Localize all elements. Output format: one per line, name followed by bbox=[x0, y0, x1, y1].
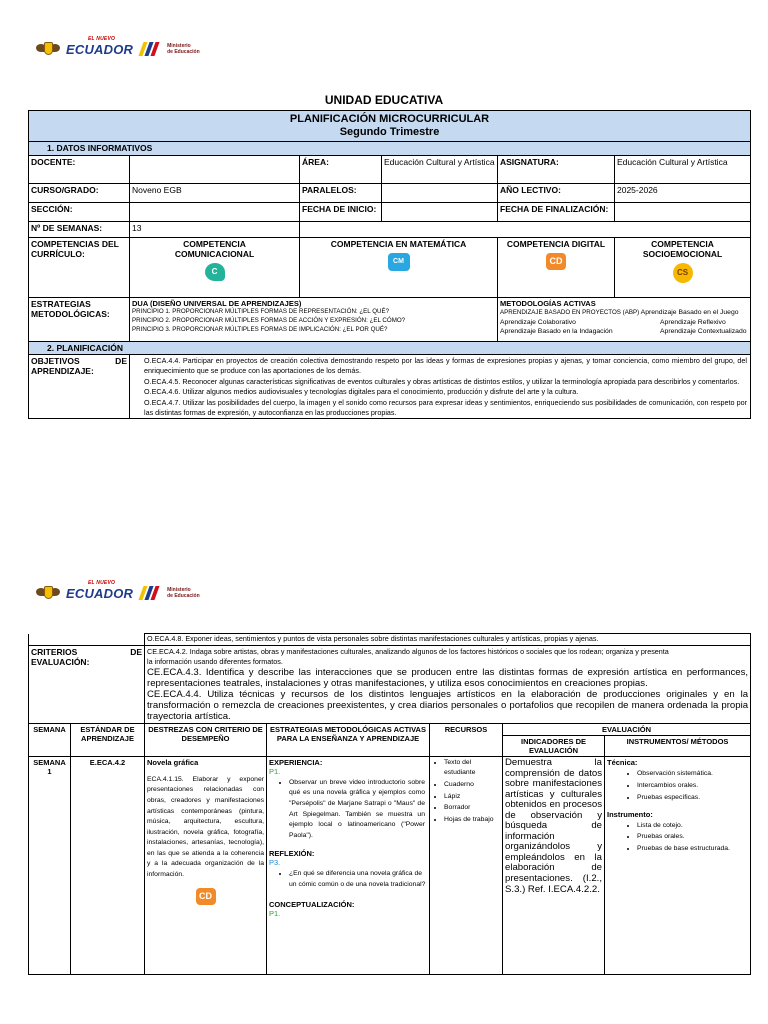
fecha-inicio-value[interactable] bbox=[382, 202, 498, 221]
recurso-item: • Texto del estudiante bbox=[444, 758, 500, 779]
recurso-item: • Hojas de trabajo bbox=[444, 815, 500, 826]
curso-label: CURSO/GRADO: bbox=[29, 183, 130, 202]
competencia-digital-icon: CD bbox=[196, 888, 216, 905]
country-wordmark: EL NUEVO ECUADOR bbox=[66, 579, 134, 601]
page-1 bbox=[0, 0, 768, 500]
competencia-digital-icon: CD bbox=[546, 253, 566, 270]
paralelos-label: PARALELOS: bbox=[300, 183, 382, 202]
document-title: UNIDAD EDUCATIVA bbox=[324, 93, 444, 107]
curso-value[interactable]: Noveno EGB bbox=[130, 183, 300, 202]
objetivo-item: O.ECA.4.6. Utilizar algunos medios audiovisuales y tecnologías digitales para el conocimiento, producción y disfrute del arte y la cultura. bbox=[144, 387, 579, 397]
objetivo-continuacion: O.ECA.4.8. Exponer ideas, sentimientos y puntos de vista personales sobre distintas manifestaciones culturales y artísticas, propias y ajenas. bbox=[145, 634, 751, 646]
planning-table-1 bbox=[28, 110, 751, 419]
destreza-cell bbox=[145, 756, 267, 974]
coat-of-arms-icon bbox=[36, 584, 60, 602]
header-indicadores: INDICADORES DE EVALUACIÓN bbox=[503, 735, 605, 756]
destreza-title: Novela gráfica bbox=[147, 757, 199, 767]
header-recursos: RECURSOS bbox=[430, 723, 503, 756]
indicador-cell: Demuestra la comprensión de datos sobre manifestaciones artísticas y culturales obtenidos en procesos de observación y búsqueda de información organizándolos y empleándolos en la elaboración de presentaciones. (I.2., S.3.) Ref. I.ECA.4.2.2. bbox=[503, 756, 605, 974]
seccion-label: SECCIÓN: bbox=[29, 202, 130, 221]
objetivos-label: OBJETIVOS DE APRENDIZAJE: bbox=[29, 354, 130, 419]
header-evaluacion: EVALUACIÓN bbox=[503, 723, 751, 735]
instrumentos-cell: Técnica: • Observación sistemática. • Intercambios orales. • Pruebas específicas. Instrumento: • Lista de cotejo. • Pruebas orales. • Pruebas de base estructurada. bbox=[605, 756, 751, 974]
coat-of-arms-icon bbox=[36, 40, 60, 58]
ministry-logo bbox=[36, 35, 200, 58]
recurso-item: • Cuaderno bbox=[444, 780, 500, 791]
asignatura-label: ASIGNATURA: bbox=[498, 155, 615, 183]
anio-lectivo-value[interactable]: 2025-2026 bbox=[615, 183, 751, 202]
asignatura-value[interactable]: Educación Cultural y Artística bbox=[615, 155, 751, 183]
objetivo-item: O.ECA.4.5. Reconocer algunas características significativas de eventos culturales y obras artísticas de distintos estilos, y utilizar la terminología apropiada para describirlos y comentarlos. bbox=[144, 376, 740, 386]
area-label: ÁREA: bbox=[300, 155, 382, 183]
page-2 bbox=[0, 570, 768, 1024]
criterios-cell: CE.ECA.4.2. Indaga sobre artistas, obras y manifestaciones culturales, analizando algunos de los factores históricos o sociales que los rodean; organiza y presenta la información usando diferentes formatos. CE.ECA.4.3. Identifica y describe las interacciones que se producen entre las distintas formas de expresión artística en performances, representaciones teatrales, instalaciones y otras manifestaciones, y utiliza esos conocimientos en creaciones propias. CE.ECA.4.4. Utiliza técnicas y recursos de los distintos lenguajes artísticos en la elaboración de producciones originales y en la transformación o remezcla de creaciones preexistentes, y crea diarios personales o portafolios que recopilen de manera ordenada la propia trayectoria artística. bbox=[145, 645, 751, 723]
docente-value[interactable] bbox=[130, 155, 300, 183]
header-semana: SEMANA bbox=[29, 723, 71, 756]
area-value[interactable]: Educación Cultural y Artística bbox=[382, 155, 498, 183]
semanas-label: Nº DE SEMANAS: bbox=[29, 221, 130, 237]
planning-table-2 bbox=[28, 633, 751, 975]
recurso-item: • Borrador bbox=[444, 803, 500, 814]
metodologias-activas-cell: METODOLOGÍAS ACTIVAS APRENDIZAJE BASADO EN PROYECTOS (ABP) Aprendizaje Basado en el Juego Aprendizaje Colaborativo Aprendizaje Reflexivo Aprendizaje Basado en la Indagación Aprendizaje Contextualizado bbox=[498, 297, 751, 341]
fecha-fin-value[interactable] bbox=[615, 202, 751, 221]
objetivo-item: O.ECA.4.7. Utilizar las posibilidades del cuerpo, la imagen y el sonido como recursos para expresar ideas y sentimientos, enriqueciendo sus posibilidades de comunicación, con respeto por las distintas formas de expresión, y autoconfianza en las producciones propias. bbox=[144, 397, 748, 417]
tecnica-item: • Intercambios orales. bbox=[637, 781, 748, 792]
competencia-comunicacional-icon: C bbox=[205, 263, 225, 281]
competencia-matematica: COMPETENCIA EN MATEMÁTICA CM bbox=[300, 237, 498, 297]
section-planificacion: 2. PLANIFICACIÓN bbox=[29, 341, 751, 354]
tecnica-item: • Observación sistemática. bbox=[637, 769, 748, 780]
header-destrezas: DESTREZAS CON CRITERIO DE DESEMPEÑO bbox=[145, 723, 267, 756]
experiencia-item: • Observar un breve video introductorio sobre qué es una novela gráfica y ejemplos como "Persépolis" de Marjane Satrapi o "Maus" de Art Spiegelman. También se muestra un ejemplo local o latinoamericano ("Power Paola"). bbox=[289, 778, 425, 841]
estandar-cell: E.ECA.4.2 bbox=[71, 756, 145, 974]
seccion-value[interactable] bbox=[130, 202, 300, 221]
header-instrumentos: INSTRUMENTOS/ MÉTODOS bbox=[605, 735, 751, 756]
semana-cell: SEMANA 1 bbox=[29, 756, 71, 974]
ministry-name: Ministerio de Educación bbox=[167, 587, 200, 599]
docente-label: DOCENTE: bbox=[29, 155, 130, 183]
instrumento-item: • Lista de cotejo. bbox=[637, 821, 748, 832]
planning-header: PLANIFICACIÓN MICROCURRICULAR Segundo Trimestre bbox=[29, 111, 751, 142]
instrumento-item: • Pruebas de base estructurada. bbox=[637, 844, 748, 855]
competencia-matematica-icon: CM bbox=[388, 253, 410, 271]
semanas-value[interactable]: 13 bbox=[130, 221, 300, 237]
section-datos-informativos: 1. DATOS INFORMATIVOS bbox=[29, 142, 751, 155]
recursos-cell bbox=[430, 756, 503, 974]
fecha-inicio-label: FECHA DE INICIO: bbox=[300, 202, 382, 221]
flag-stripes-icon bbox=[139, 42, 160, 56]
estrategias-cell: EXPERIENCIA: P1. • Observar un breve video introductorio sobre qué es una novela gráfica y ejemplos como "Persépolis" de Marjane Satrapi o "Maus" de Art Spiegelman. También se muestra un ejemplo local o latinoamericano ("Power Paola"). REFLEXIÓN: P3. • ¿En qué se diferencia una novela gráfica de un cómic común o de una novela tradicional? CONCEPTUALIZACIÓN: P1. bbox=[267, 756, 430, 974]
competencia-digital: COMPETENCIA DIGITAL CD bbox=[498, 237, 615, 297]
flag-stripes-icon bbox=[139, 586, 160, 600]
competencia-socioemocional-icon: CS bbox=[673, 263, 693, 283]
competencias-label: COMPETENCIAS DEL CURRÍCULO: bbox=[29, 237, 130, 297]
competencia-socioemocional: COMPETENCIA SOCIOEMOCIONAL CS bbox=[615, 237, 751, 297]
ministry-name: Ministerio de Educación bbox=[167, 43, 200, 55]
estrategias-label: ESTRATEGIAS METODOLÓGICAS: bbox=[29, 297, 130, 341]
objetivo-item: O.ECA.4.4. Participar en proyectos de creación colectiva demostrando respeto por las ideas y formas de expresiones propias y ajenas, y tomar conciencia, como miembro del grupo, del enriquecimiento que se produce con las aportaciones de los demás. bbox=[144, 355, 748, 376]
paralelos-value[interactable] bbox=[382, 183, 498, 202]
dua-cell: DUA (DISEÑO UNIVERSAL DE APRENDIZAJES) PRINCIPIO 1. PROPORCIONAR MÚLTIPLES FORMAS DE REPRESENTACIÓN: ¿EL QUÉ? PRINCIPIO 2. PROPORCIONAR MÚLTIPLES FORMAS DE ACCIÓN Y EXPRESIÓN: ¿EL CÓMO? PRINCIPIO 3. PROPORCIONAR MÚLTIPLES FORMAS DE IMPLICACIÓN: ¿EL POR QUÉ? bbox=[130, 297, 498, 341]
reflexion-item: • ¿En qué se diferencia una novela gráfica de un cómic común o de una novela tradicional? bbox=[289, 869, 427, 890]
recurso-item: • Lápiz bbox=[444, 792, 500, 803]
anio-lectivo-label: AÑO LECTIVO: bbox=[498, 183, 615, 202]
competencia-comunicacional: COMPETENCIA COMUNICACIONAL C bbox=[130, 237, 300, 297]
country-wordmark: EL NUEVO ECUADOR bbox=[66, 35, 134, 57]
criterios-label: CRITERIOS DE EVALUACIÓN: bbox=[29, 645, 145, 723]
instrumento-item: • Pruebas orales. bbox=[637, 832, 748, 843]
tecnica-item: • Pruebas específicas. bbox=[637, 793, 748, 804]
objetivos-cell bbox=[130, 354, 751, 419]
header-estandar: ESTÁNDAR DE APRENDIZAJE bbox=[71, 723, 145, 756]
header-estrategias: ESTRATEGIAS METODOLÓGICAS ACTIVAS PARA LA ENSEÑANZA Y APRENDIZAJE bbox=[267, 723, 430, 756]
destreza-text: ECA.4.1.15. Elaborar y exponer presentaciones relacionadas con obras, creadores y manifestaciones artísticas contemporáneas (pintura, música, arquitectura, escultura, ilustración, novela gráfica, fotografía, instalaciones, artesanías, tecnología), en las que se atienda a la coherencia y a la adecuada organización de la información. bbox=[147, 775, 264, 878]
ministry-logo bbox=[36, 579, 200, 602]
fecha-fin-label: FECHA DE FINALIZACIÓN: bbox=[498, 202, 615, 221]
